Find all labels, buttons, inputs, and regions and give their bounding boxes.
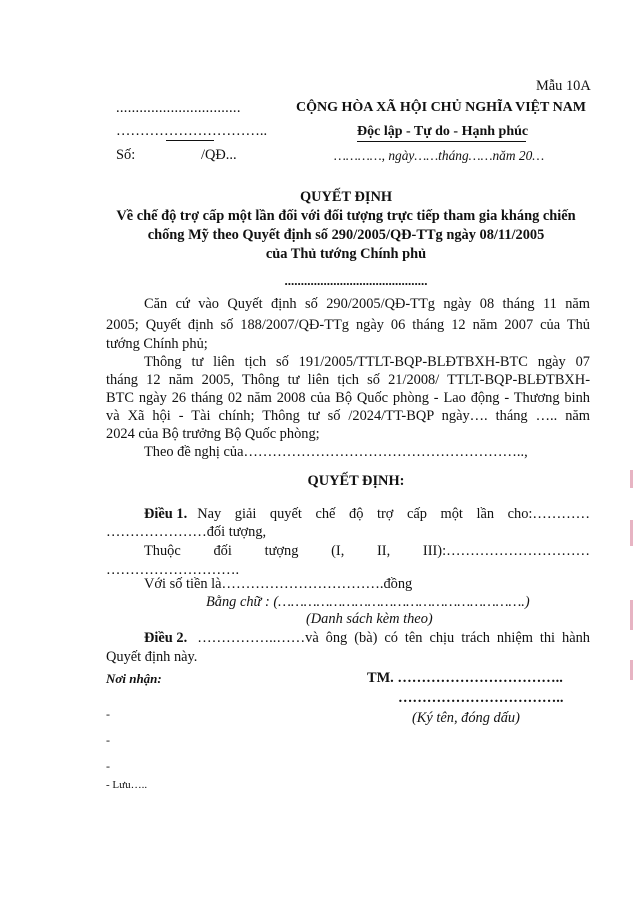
article-2-text: ……………..……và ông (bà) có tên chịu trách nhiệm thi hành <box>197 630 590 646</box>
scan-artifact <box>630 660 633 680</box>
article-1-category: Thuộc đối tượng (I, II, III):………………………… <box>144 543 590 559</box>
article-2-line <box>144 630 590 647</box>
preamble-line: tháng 12 năm 2005, Thông tư liên tịch số 21/2008/ TTLT-BQP-BLĐTBXH- <box>106 372 590 388</box>
preamble-line: 2024 của Bộ trưởng Bộ Quốc phòng; <box>106 426 320 442</box>
article-1-amount-words: Bằng chữ : (………………………………………………….) <box>206 594 530 610</box>
preamble-line: và Xã hội - Tài chính; Thông tư số /2024/TT-BQP ngày…. tháng ….. năm <box>106 408 590 424</box>
preamble-line: 2005; Quyết định số 188/2007/QĐ-TTg ngày 06 tháng 12 năm 2007 của Thủ <box>106 317 590 333</box>
number-suffix: /QĐ... <box>201 147 237 163</box>
article-1-line <box>144 506 590 523</box>
country-name: CỘNG HÒA XÃ HỘI CHỦ NGHĨA VIỆT NAM <box>296 100 587 115</box>
signature-note: (Ký tên, đóng dấu) <box>412 710 520 726</box>
date-line: …………, ngày……tháng……năm 20… <box>334 148 545 163</box>
proposal-line: Theo đề nghị của………………………………………………….., <box>144 444 528 460</box>
signature-on-behalf: TM. …………………………….. <box>367 670 563 686</box>
scan-artifact <box>630 600 633 630</box>
article-2-cont: Quyết định này. <box>106 649 198 665</box>
recipients-label: Nơi nhận: <box>106 671 162 686</box>
recipient-item: - <box>106 733 110 747</box>
agency-unit-line: ………………………….. <box>116 123 268 139</box>
issuer-dots: ............................................ <box>284 273 428 288</box>
document-subtitle-line3: của Thủ tướng Chính phủ <box>265 246 427 262</box>
agency-name-line: ................................ <box>116 100 241 116</box>
article-1-amount: Với số tiền là…………………………….đồng <box>144 576 413 592</box>
article-1-label: Điều 1. <box>144 506 188 522</box>
article-2-label: Điều 2. <box>144 630 188 646</box>
preamble-line: Thông tư liên tịch số 191/2005/TTLT-BQP-BLĐTBXH-BTC ngày 07 <box>144 354 590 370</box>
scan-artifact <box>630 470 633 488</box>
article-1-attachment-note: (Danh sách kèm theo) <box>306 611 433 627</box>
signature-title-line: …………………………….. <box>398 690 564 706</box>
national-motto: Độc lập - Tự do - Hạnh phúc <box>357 124 529 139</box>
preamble-line: BTC ngày 26 tháng 02 năm 2008 của Bộ Quốc phòng - Lao động - Thương binh <box>106 390 590 406</box>
motto-underline <box>357 141 526 142</box>
recipient-item: - <box>106 707 110 721</box>
form-code: Mẫu 10A <box>536 78 591 94</box>
decision-heading: QUYẾT ĐỊNH: <box>307 473 405 489</box>
article-1-category-cont: ………………………. <box>106 562 240 578</box>
preamble-line: tướng Chính phủ; <box>106 336 208 352</box>
article-1-count: …………………đối tượng, <box>106 524 267 540</box>
number-label: Số: <box>116 147 136 163</box>
document-title: QUYẾT ĐỊNH <box>299 189 393 205</box>
preamble-line: Căn cứ vào Quyết định số 290/2005/QĐ-TTg ngày 08 tháng 11 năm <box>144 296 590 312</box>
document-subtitle-line2: chống Mỹ theo Quyết định số 290/2005/QĐ-TTg ngày 08/11/2005 <box>147 227 545 243</box>
recipient-item: - <box>106 759 110 773</box>
scan-artifact <box>630 520 633 546</box>
agency-underline <box>166 140 214 141</box>
recipient-archive: - Lưu….. <box>106 779 148 791</box>
document-subtitle-line1: Về chế độ trợ cấp một lần đối với đối tượng trực tiếp tham gia kháng chiến <box>116 208 576 224</box>
article-1-text: Nay giải quyết chế độ trợ cấp một lần cho:………… <box>197 506 590 522</box>
